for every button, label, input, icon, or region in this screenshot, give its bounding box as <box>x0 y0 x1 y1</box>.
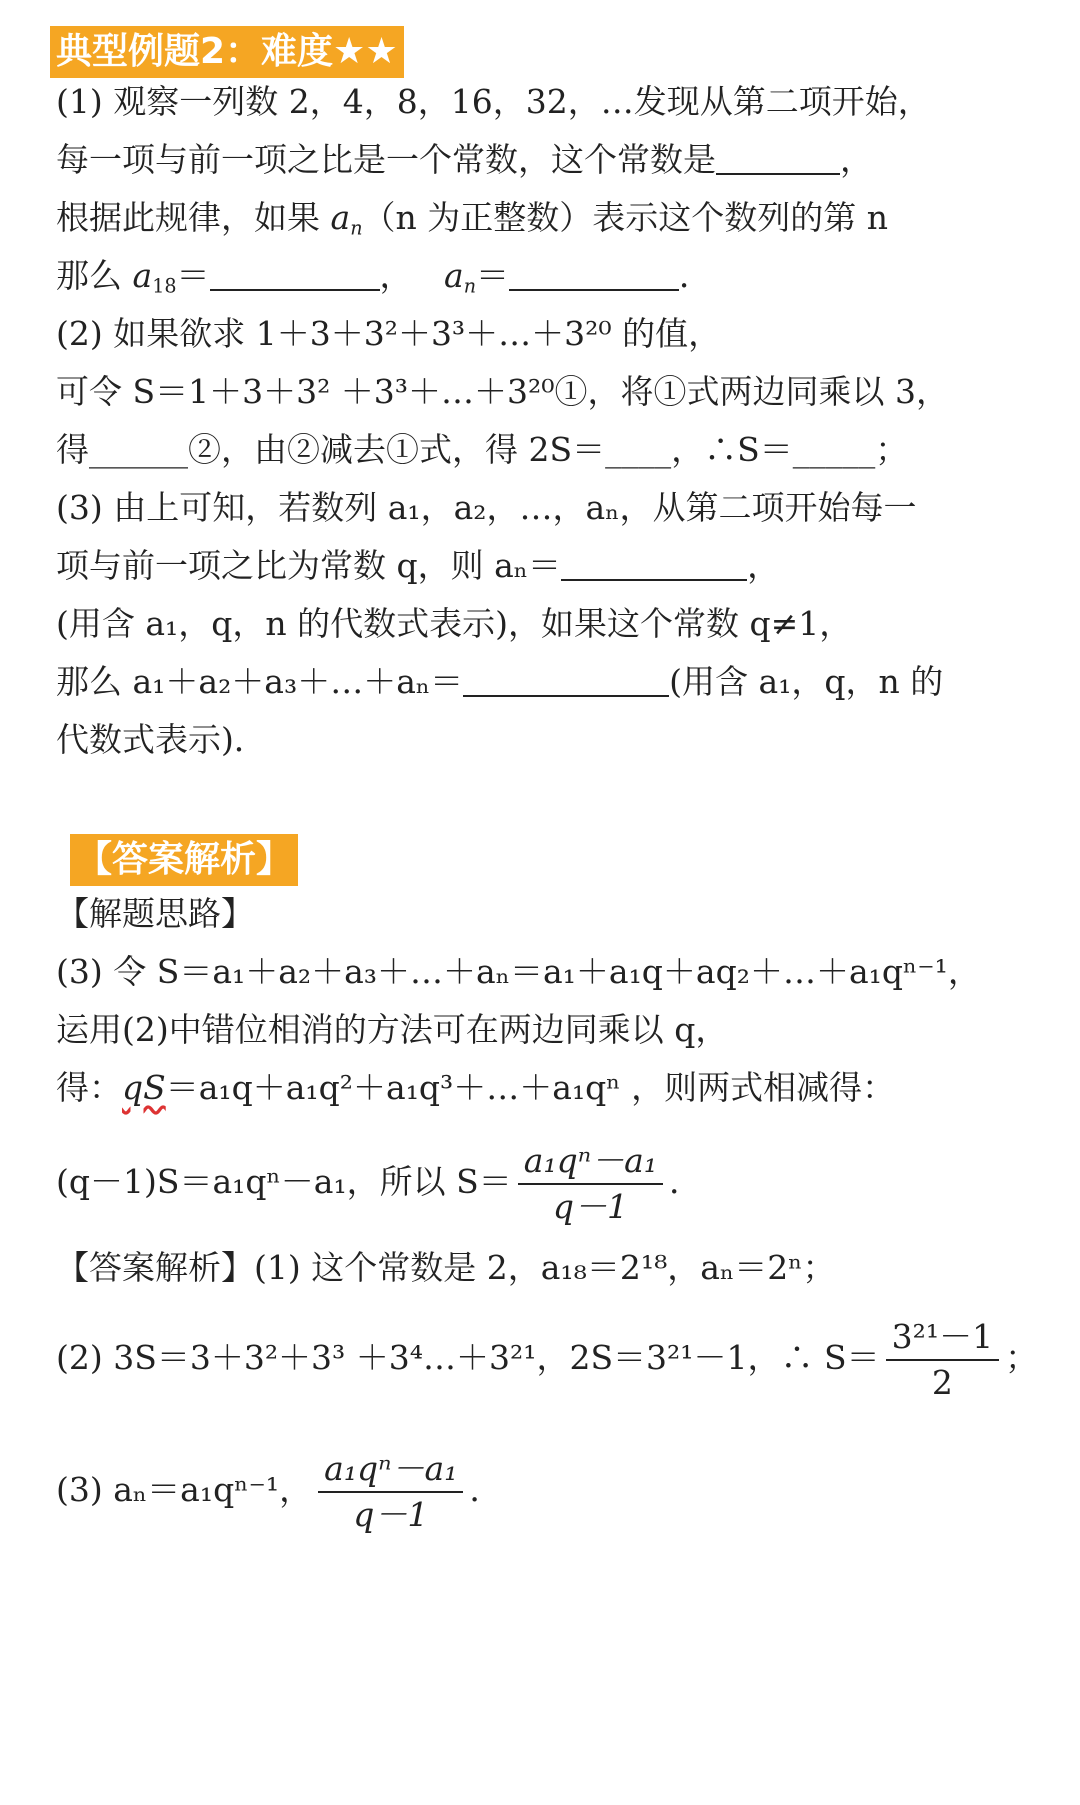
problem-part3-line4-pre: 那么 a₁＋a₂＋a₃＋…＋aₙ＝ <box>56 662 464 701</box>
problem-part1-line3-pre: 根据此规律，如果 <box>56 198 331 237</box>
solution-line2: 运用(2)中错位相消的方法可在两边同乘以 q， <box>56 1010 729 1049</box>
problem-part3-line2-text: 项与前一项之比为常数 q，则 aₙ＝ <box>56 546 562 585</box>
problem-part1-line2-text: 每一项与前一项之比是一个常数，这个常数是 <box>56 140 716 179</box>
problem-part3-line3: (用含 a₁，q，n 的代数式表示)，如果这个常数 q≠1， <box>56 604 853 643</box>
answer3-fraction-denominator: q－1 <box>353 1495 429 1534</box>
answer-line3: (3) aₙ＝a₁qⁿ⁻¹， $\frac{\text{a₁qⁿ－a₁}}{q-1}$ ． <box>56 1444 502 1537</box>
solution-line4: (q－1)S＝a₁qⁿ－a₁，所以 S＝ $\frac{\text{a₁qⁿ－a₁}}{q-1}$ ． <box>56 1136 702 1229</box>
answer-line2: (2) 3S＝3＋3²＋3³ ＋3⁴…＋3²¹，2S＝3²¹－1，∴ S＝ $\frac{\text{3²¹－1}}{2}$ ； <box>56 1312 1038 1405</box>
problem-part1-line2: 每一项与前一项之比是一个常数，这个常数是 ， <box>56 140 873 179</box>
answer-blank <box>716 143 840 175</box>
answer2-fraction <box>886 1315 999 1405</box>
answer3-fraction-numerator: a₁qⁿ－a₁ <box>318 1447 463 1493</box>
answer-line2-pre: (2) 3S＝3＋3²＋3³ ＋3⁴…＋3²¹，2S＝3²¹－1，∴ S＝ <box>56 1338 880 1377</box>
answer2-fraction-denominator: 2 <box>931 1363 953 1402</box>
answer2-fraction-numerator: 3²¹－1 <box>886 1315 999 1361</box>
solution-fraction-numerator: a₁qⁿ－a₁ <box>518 1139 663 1185</box>
problem-part1-line3-post: （n 为正整数）表示这个数列的第 n <box>362 198 889 237</box>
solution-fraction <box>518 1139 663 1229</box>
problem-part1-line4: 那么 $a_{18}=$ ， $a_n=$ ． <box>56 256 713 298</box>
answer-blank <box>509 259 679 291</box>
problem-title-banner: 典型例题2：难度★★ <box>50 26 404 78</box>
answer-blank <box>561 549 747 581</box>
answer-line1: 【答案解析】(1) 这个常数是 2，a₁₈＝2¹⁸，aₙ＝2ⁿ； <box>56 1248 836 1287</box>
answer-line3-pre: (3) aₙ＝a₁qⁿ⁻¹， <box>56 1470 313 1509</box>
solution-line3-qs: qS <box>122 1068 166 1107</box>
problem-part2-line1: (2) 如果欲求 1＋3＋3²＋3³＋…＋3²⁰ 的值， <box>56 314 722 353</box>
answer-section-banner: 【答案解析】 <box>70 834 298 886</box>
problem-part1-line1: (1) 观察一列数 2，4，8，16，32，…发现从第二项开始， <box>56 82 931 121</box>
solution-heading: 【解题思路】 <box>56 894 254 933</box>
solution-line3-post: ＝a₁q＋a₁q²＋a₁q³＋…＋a₁qⁿ ，则两式相减得： <box>165 1068 896 1107</box>
solution-line4-pre: (q－1)S＝a₁qⁿ－a₁，所以 S＝ <box>56 1162 512 1201</box>
problem-part1-line3: 根据此规律，如果 $a_n(n$ 为正整数）表示这个数列的第 n <box>56 198 889 240</box>
solution-line3 <box>56 1064 895 1112</box>
solution-line3-pre: 得： <box>56 1068 122 1107</box>
answer-blank <box>463 665 669 697</box>
problem-part2-line2: 可令 S＝1＋3＋3² ＋3³＋…＋3²⁰①，将①式两边同乘以 3， <box>56 372 949 411</box>
solution-fraction-denominator: q－1 <box>552 1187 628 1226</box>
answer-blank <box>210 259 380 291</box>
answer3-fraction <box>318 1447 463 1537</box>
problem-part2-line3: 得______②，由②减去①式，得 2S＝____，∴S＝_____； <box>56 430 909 469</box>
problem-part3-line4-post: (用含 a₁，q，n 的 <box>669 662 944 701</box>
problem-part3-line5: 代数式表示)． <box>56 720 267 759</box>
problem-part3-line4 <box>56 658 943 706</box>
problem-part1-line4-text: 那么 <box>56 256 122 295</box>
solution-line1: (3) 令 S＝a₁＋a₂＋a₃＋…＋aₙ＝a₁＋a₁q＋aq₂＋…＋a₁qⁿ⁻¹， <box>56 952 981 991</box>
problem-part3-line1: (3) 由上可知，若数列 a₁，a₂，…，aₙ，从第二项开始每一 <box>56 488 917 527</box>
problem-part3-line2: 项与前一项之比为常数 q，则 aₙ＝ ， <box>56 546 781 585</box>
